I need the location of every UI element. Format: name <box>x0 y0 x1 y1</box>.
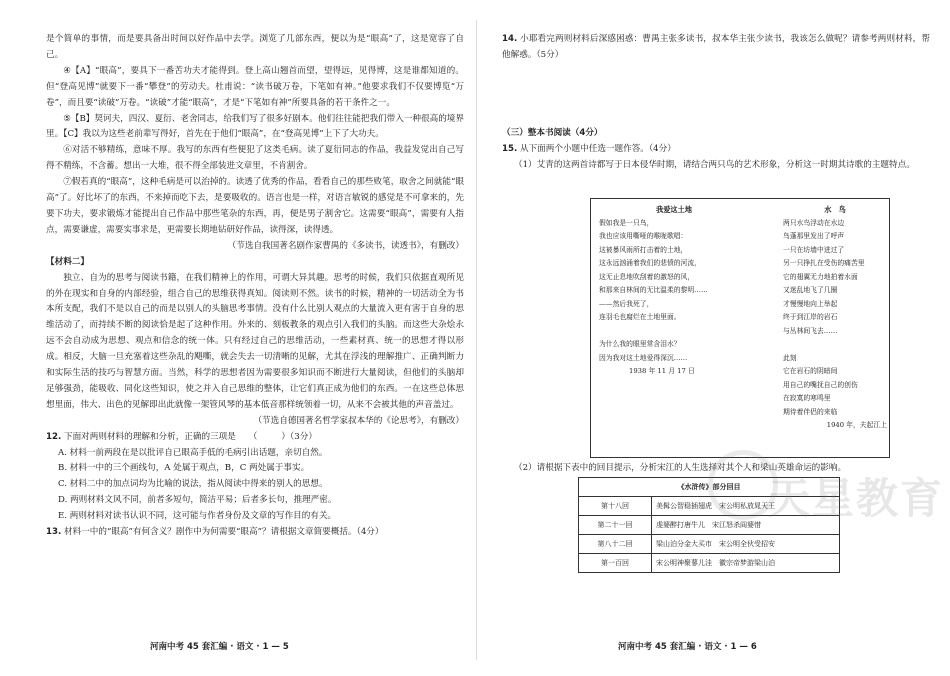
poem-1-line: 假如我是一只鸟， <box>599 218 654 227</box>
poem-1-line: 这无止息地吹刮着的激怒的风， <box>599 272 695 281</box>
question-12-stem: 下面对两则材料的理解和分析，正确的三项是 <box>63 431 236 442</box>
table-cell-chapter: 第十八回 <box>579 497 652 516</box>
question-14: 14. 小耶看完两则材料后深感困惑：曹禺主张多读书，叔本华主张少读书，我该怎么做呢？请参考两则材料，帮他解惑。（5分） <box>502 34 930 60</box>
poem-1-date: 1938 年 11 月 17 日 <box>629 367 695 375</box>
poem-2-line: 它的翅翼无力地拍着水面 <box>783 272 858 281</box>
section-3-heading: （三）整本书阅读（4分） <box>502 127 603 138</box>
poem-2-title: 水 鸟 <box>824 205 846 214</box>
poem-1-line: 因为我对这土地爱得深沉…… <box>599 353 688 362</box>
option-e: E. 两则材料对读书认识不同，这可能与作者身份及文章的写作目的有关。 <box>58 511 337 522</box>
question-15-sub1: （1）艾青的这两首诗都写于日本侵华时期，请结合两只鸟的艺术形象，分析这一时期其诗歌的主题特点。 <box>514 159 915 170</box>
question-12-points: （3分） <box>289 431 317 442</box>
option-d: D. 两则材料文风不同，前者多短句，简洁平易；后者多长句，推理严密。 <box>58 495 337 506</box>
question-12: 12. 下面对两则材料的理解和分析，正确的三项是 （ ）（3分） <box>46 431 317 442</box>
option-c: C. 材料二中的加点词均为比喻的说法，指从阅读中得来的别人的思想。 <box>58 479 328 490</box>
question-14-stem: 小耶看完两则材料后深感困惑：曹禺主张多读书，叔本华主张少读书，我该怎么做呢？请参考两则材料，帮他解惑。（5分） <box>502 34 930 60</box>
poem-1-line: 为什么我的眼里常含泪水？ <box>599 340 681 348</box>
poem-2-date: 1940 年，夫起江上 <box>826 421 887 429</box>
paragraph-4: ④【A】“眼高”，要具下一番苦功夫才能得到。登上高山翘首而望，望得远，见得博，这是谁都知道的。但“登高见博”就要下一番“攀登”的劳动夫。杜甫说：“读书破万卷，下笔如有神。”他要求我们不仅要博览“万卷”，而且要“读破”万卷。“读破”才能“眼高”，才是“下笔如有神”所要具备的若干条件之一。 <box>46 65 464 108</box>
table-cell-chapter: 第一百回 <box>579 554 652 573</box>
poem-1 <box>599 203 749 379</box>
paragraph-6: ⑥对活不够精练，意味不厚。我写的东西有些便犯了这类毛病。读了夏衍同志的作品，我益发觉出自己写得不精练，不含蓄。想出一大堆，很不得全部装进文章里，不肯割舍。 <box>46 145 464 172</box>
table-cell-chapter: 第二十一回 <box>579 516 652 535</box>
poem-1-line: 连羽毛也腐烂在土地里面。 <box>599 313 681 321</box>
option-b: B. 材料一中的三个画线句，A 处属于观点，B，C 两处属于事实。 <box>58 463 310 474</box>
question-13-stem: 材料一中的“眼高”有何含义？剧作中为何需要“眼高”？请根据文章简要概括。（4分） <box>63 527 384 538</box>
poem-2-line: 此刻 <box>783 353 797 362</box>
left-column <box>46 32 464 541</box>
poem-2-line: 另一只挣扎在受伤的痛苦里 <box>783 259 865 267</box>
poem-2-line: 期待着伴侣的来临 <box>783 407 838 416</box>
table-cell-chapter: 第八十二回 <box>579 535 652 554</box>
question-13: 13. 材料一中的“眼高”有何含义？剧作中为何需要“眼高”？请根据文章简要概括。（4分） <box>46 527 384 538</box>
poem-1-line: ——然后我死了， <box>599 299 654 308</box>
paragraph-3-cont: 是个简单的事情，而是要具备出时间以好作品中去学。浏览了几部东西，便以为是“眼高”了，这是宽容了自己。 <box>46 34 464 60</box>
option-a: A. 材料一前两段在是以批评自已眼高手低的毛病引出话题，亲切自然。 <box>58 447 328 458</box>
page-divider <box>476 20 477 660</box>
right-column <box>502 32 930 174</box>
answer-paren[interactable]: （ ） <box>253 431 290 442</box>
poem-2 <box>783 203 887 433</box>
table-cell-title: 梁山泊分金大买市 宋公明全伙受招安 <box>652 535 840 554</box>
answer-space-14[interactable] <box>502 64 930 126</box>
poem-2-line: 它在岩石的阴暗间 <box>783 367 838 375</box>
poem-1-line: 这被暴风雨所打击着的土地， <box>599 245 688 254</box>
poem-2-line: 两只水鸟浮动在水边 <box>783 218 845 227</box>
poem-2-line: 鸟蓬那里发出了呼声 <box>783 232 845 240</box>
paragraph-7: ⑦假若真的“眼高”，这种毛病是可以治掉的。读透了优秀的作品，看看自己的那些败笔，取舍之间就能“眼高”了。好比坏了的东西，不来掉而吃下去，是要吸收的。语言也是一样，对语言敏锐的感觉是不可拿来的，先要下功夫，要求锻炼才能提出自己作品中那些笔杂的东西，再，便是男子割舍它。这需要“眼高”，需要有人指点，需要谦虚，需要实事求是，更需要长期地钻研好作品，读得深，读得透。 <box>46 177 464 235</box>
question-15-stem: 从下面两个小题中任选一题作答。（4分） <box>519 143 676 154</box>
poem-1-line: 和那来自林间的无比温柔的黎明…… <box>599 286 708 294</box>
source-note-2: （节选自德国著名哲学家叔本华的《论思考》，有删改） <box>253 415 464 426</box>
poem-1-title: 我爱这土地 <box>656 205 692 214</box>
source-note-1: （节选自我国著名剧作家曹禺的《多读书，读透书》，有删改） <box>227 240 464 251</box>
table-header: 《水浒传》部分回目 <box>579 478 840 497</box>
right-page <box>478 0 950 676</box>
poem-box <box>590 198 890 458</box>
paragraph-5: ⑤【B】契诃夫，四汉、夏衍、老舍同志，给我们写了很多好剧本。他们往往能把我们带入一种很高的境界里。【C】我以为这些老前辈写得好，首先在于他们“眼高”，在“登高见博”上下了大功夫。 <box>46 113 464 140</box>
poem-1-line: 这永远汹涌着我们的悲愤的河流， <box>599 259 701 267</box>
table-cell-title: 美髯公智稳插翅虎 宋公明私放晁天王 <box>652 497 840 516</box>
poem-2-line: 又迷乱地飞了几圈 <box>783 286 838 294</box>
material-2-heading: 【材料二】 <box>46 256 89 267</box>
poem-2-gap <box>783 338 887 352</box>
table-row <box>579 535 840 554</box>
table-cell-title: 宋公明神聚蓼儿洼 徽宗帝梦游梁山泊 <box>652 554 840 573</box>
poem-2-line: 用自己的嘴抚自己的创伤 <box>783 380 858 389</box>
poem-2-line: 才慢慢地向上举起 <box>783 299 838 308</box>
poem-2-line: 在寂寞的寒鸣里 <box>783 394 831 402</box>
material-2-text: 独立、自为的思考与阅读书籍，在我们精神上的作用，可谓大异其趣。思考的时候，我们只依据直观所见的外在现实和自身的内部经验，组合自己的思维获得真知。阅读则不然。读书的时候，精神的一切活动全为书本所支配，我们不是以自己的而是以别人的头脑思考事情。没有什么比别人观点的大量流入更有害于自身的思维活动了，而持续不断的阅读恰是起了这种作用。外来的、刻板教条的观点引入我们的头脑。而这些大杂烩永远不会自动成为思想、观点和信念的统一体。只有经过自己的思维活动，一些素材真、统一的思想才得以形成。相反，大脑一旦充塞着这些杂乱的飓嘶，就会失去一切清晰的见解，尤其在浮浅的理解推广、正确判断力和实际生活的技巧与智慧方面。当然，科学的思想者因为需要很多知识而不断进行大量阅读，但他们的头脑却足够强劲，能吸收、同化这些知识，使之并入自己思维的整体，让它们真正成为他们的东西。一在这些总体思想里面，伟大、出色的见解即出此就像一架管风琴的基本低音那样统领着一切，从来不会被其他的声音盖过。 <box>46 272 464 410</box>
question-15: 15. 从下面两个小题中任选一题作答。（4分） <box>502 143 676 154</box>
poem-2-line: 与丛林间飞去…… <box>783 326 838 335</box>
poem-2-line: 一只在坊墙中迸过了 <box>783 245 845 254</box>
poem-2-line: 终于到江岸的岩石 <box>783 313 838 321</box>
left-footer: 河南中考 45 套汇编 · 语文 · 1 — 5 <box>150 642 289 652</box>
watermark: 天星教育 <box>768 474 945 523</box>
question-15-sub2: （2）请根据下表中的回目提示，分析宋江的人生选择对其个人和梁山英雄命运的影响。 <box>514 463 847 473</box>
table-cell-title: 虔婆醉打唐牛儿 宋江怒杀阎婆惜 <box>652 516 840 535</box>
right-footer: 河南中考 45 套汇编 · 语文 · 1 — 6 <box>618 642 757 652</box>
poem-1-gap <box>599 325 749 339</box>
poem-1-line: 我也应该用嘶哑的喉咙歌唱： <box>599 232 688 240</box>
table-row <box>579 554 840 573</box>
